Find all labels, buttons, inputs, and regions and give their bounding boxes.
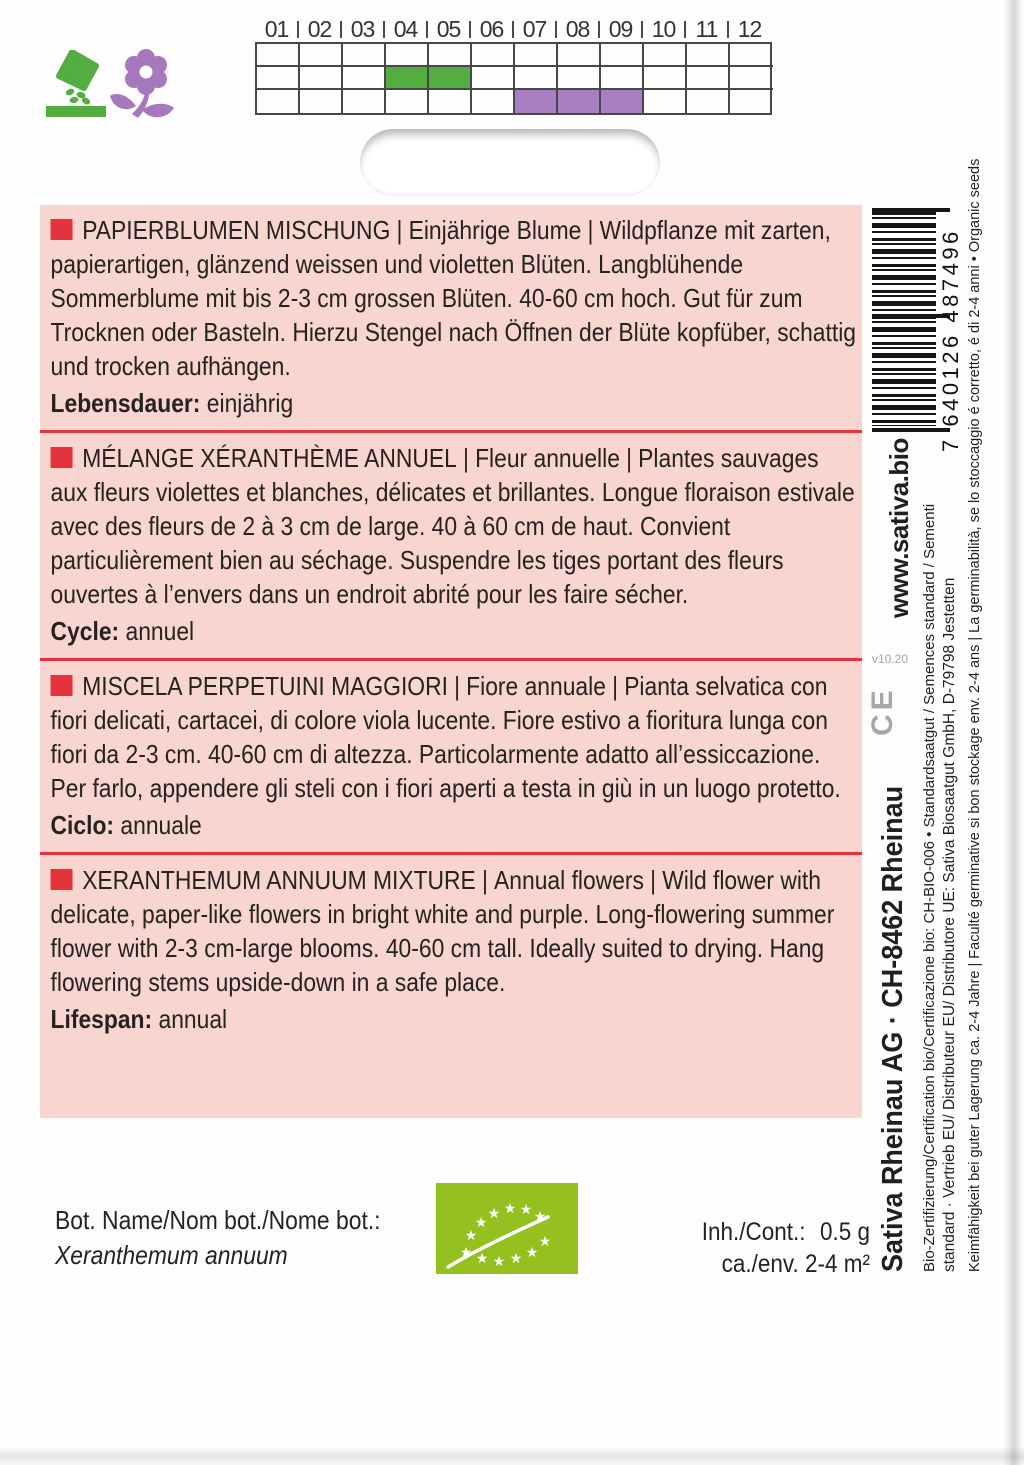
germination-note: Keimfähigkeit bei guter Lagerung ca. 2-4 Jahre | Faculté germinative si bon stockage env. 2-4 ans | La germinabilità, se lo stoccaggio é corretto, é di 2-4 anni • Organic seeds <box>967 158 983 1272</box>
calendar-cell <box>472 44 515 67</box>
svg-text:★: ★ <box>487 1206 501 1222</box>
calendar-cell <box>644 67 687 90</box>
section-text: MISCELA PERPETUINI MAGGIORI | Fiore annuale | Pianta selvatica con fiori delicati, cartacei, di colore viola lucente. Fiore estivo a fioritura lunga con fiori da 2-3 cm. 40-60 cm di altezza. Particolarmente adatto all’essiccazione. Per farlo, appendere gli steli con i fiori aperti a testa in giù in un luogo protetto. <box>50 671 841 803</box>
section-title: PAPIERBLUMEN MISCHUNG <box>82 215 391 245</box>
company-address: Sativa Rheinau AG · CH-8462 Rheinau <box>877 785 909 1272</box>
calendar-cell <box>730 90 773 113</box>
eu-organic-logo <box>436 1183 578 1279</box>
website-link: www.sativa.bio <box>884 438 914 618</box>
section-category: Einjährige Blume <box>408 215 582 245</box>
month-label: 06 <box>470 16 513 42</box>
botanical-name-label: Bot. Name/Nom bot./Nome bot.: <box>55 1205 381 1235</box>
calendar-cell <box>644 44 687 67</box>
packet-bottom-edge <box>0 1446 1024 1465</box>
content-label: Inh./Cont.: <box>701 1218 806 1246</box>
svg-text:★: ★ <box>459 1245 473 1261</box>
section-text: PAPIERBLUMEN MISCHUNG | Einjährige Blume | Wildpflanze mit zarten, papierartigen, glänzend weissen und violetten Blüten. Langblühende Sommerblume mit bis 2-3 cm grossen Blüten. 40-60 cm hoch. Gut für zum Trocknen oder Basteln. Hierzu Stengel nach Öffnen der Blüte kopfüber, schattig und trocken aufhängen. <box>50 215 857 381</box>
calendar-cell <box>558 44 601 67</box>
section-title: XERANTHEMUM ANNUUM MIXTURE <box>82 865 476 895</box>
section-category: Fiore annuale <box>466 671 606 701</box>
lifespan-value: annuel <box>125 616 195 646</box>
ean-number: 7 640126 487496 <box>938 228 963 452</box>
svg-text:★: ★ <box>519 1202 533 1218</box>
lifespan-value: einjährig <box>206 388 294 418</box>
sowing-icon <box>44 50 110 120</box>
ce-mark-icon: CE <box>866 686 899 736</box>
month-label: 03 <box>341 16 384 42</box>
calendar-cell <box>730 67 773 90</box>
svg-text:★: ★ <box>538 1234 552 1250</box>
flowering-period-cell <box>558 90 601 113</box>
svg-text:★: ★ <box>474 1215 488 1231</box>
version-label: v10.20 <box>872 652 909 666</box>
calendar-grid-body <box>255 42 772 115</box>
calendar-cell <box>472 67 515 90</box>
section-italian <box>40 658 862 852</box>
month-label: 07 <box>513 16 556 42</box>
svg-text:★: ★ <box>509 1251 523 1267</box>
calendar-cell <box>343 67 386 90</box>
calendar-cell <box>644 90 687 113</box>
section-text: MÉLANGE XÉRANTHÈME ANNUEL | Fleur annuelle | Plantes sauvages aux fleurs violettes et blanches, délicates et brillantes. Longue floraison estivale avec des fleurs de 2 à 3 cm de large. 40 à 60 cm de haut. Convient particulièrement bien au séchage. Suspendre les tiges portant des fleurs ouvertes à l’envers dans un endroit abrité pour les faire sécher. <box>50 443 855 609</box>
calendar-cell <box>687 90 730 113</box>
month-label: 12 <box>737 16 762 42</box>
certification-line-1: Bio-Zertifizierung/Certification bio/Certificazione bio: CH-BIO-006 • Standardsaatgut / Semences standard / Sementi <box>921 503 938 1272</box>
calendar-cell <box>515 44 558 67</box>
calendar-cell <box>687 44 730 67</box>
svg-text:★: ★ <box>475 1251 489 1267</box>
calendar-cell <box>300 67 343 90</box>
lifespan-label: Cycle: <box>50 616 120 646</box>
calendar-cell <box>601 44 644 67</box>
calendar-cell <box>386 44 429 67</box>
content-info <box>681 1216 870 1280</box>
svg-text:★: ★ <box>525 1245 539 1261</box>
lifespan-label: Lifespan: <box>50 1004 153 1034</box>
month-label: 04 <box>384 16 427 42</box>
section-category: Fleur annuelle <box>475 443 620 473</box>
packet-right-edge <box>1004 0 1024 1465</box>
lifespan-value: annuale <box>120 810 202 840</box>
description-block <box>40 205 862 1118</box>
calendar-month-row <box>255 16 772 42</box>
lifespan-line <box>51 614 857 648</box>
month-label: 08 <box>556 16 599 42</box>
section-text: XERANTHEMUM ANNUUM MIXTURE | Annual flowers | Wild flower with delicate, paper-like flowers in bright white and purple. Long-flowering summer flower with 2-3 cm-large blooms. 40-60 cm tall. Ideally suited to drying. Hang flowering stems upside-down in a safe place. <box>50 865 835 997</box>
section-title: MÉLANGE XÉRANTHÈME ANNUEL <box>82 443 457 473</box>
section-body: Wild flower with delicate, paper-like flowers in bright white and purple. Long-flowering summer flower with 2-3 cm-large blooms. 40-60 cm tall. Ideally suited to drying. Hang flowering stems upside-down in a safe place. <box>50 865 835 997</box>
flowering-period-cell <box>601 90 644 113</box>
lifespan-line <box>51 386 857 420</box>
botanical-name-block <box>55 1203 381 1273</box>
calendar-cell <box>300 90 343 113</box>
svg-text:★: ★ <box>492 1254 506 1270</box>
calendar-cell <box>257 44 300 67</box>
calendar-cell <box>300 44 343 67</box>
barcode-bars <box>872 212 936 426</box>
content-line <box>681 1216 870 1248</box>
calendar-cell <box>429 44 472 67</box>
lifespan-value: annual <box>158 1004 228 1034</box>
flowering-period-cell <box>515 90 558 113</box>
red-square-bullet <box>51 869 73 890</box>
lifespan-line <box>51 808 857 842</box>
section-body: Wildpflanze mit zarten, papierartigen, glänzend weissen und violetten Blüten. Langblühende Sommerblume mit bis 2-3 cm grossen Blüten. 40-60 cm hoch. Gut für zum Trocknen oder Basteln. Hierzu Stengel nach Öffnen der Blüte kopfüber, schattig und trocken aufhängen. <box>50 215 857 381</box>
section-body: Pianta selvatica con fiori delicati, cartacei, di colore viola lucente. Fiore estivo a fioritura lunga con fiori da 2-3 cm. 40-60 cm di altezza. Particolarmente adatto all’essiccazione. Per farlo, appendere gli steli con i fiori aperti a testa in giù in un luogo protetto. <box>50 671 841 803</box>
month-label: 02 <box>298 16 341 42</box>
month-label: 09 <box>599 16 642 42</box>
calendar-cell <box>386 90 429 113</box>
calendar-cell <box>515 67 558 90</box>
red-square-bullet <box>51 219 73 240</box>
section-title: MISCELA PERPETUINI MAGGIORI <box>82 671 448 701</box>
content-value: 0.5 g <box>819 1218 870 1246</box>
hang-hole <box>360 129 660 196</box>
section-english <box>40 852 862 1046</box>
section-body: Plantes sauvages aux fleurs violettes et blanches, délicates et brillantes. Longue floraison estivale avec des fleurs de 2 à 3 cm de large. 40 à 60 cm de haut. Convient particulièrement bien au séchage. Suspendre les tiges portant des fleurs ouvertes à l’envers dans un endroit abrité pour les faire sécher. <box>50 443 855 609</box>
sowing-calendar <box>255 16 772 115</box>
sowing-period-cell <box>386 67 429 90</box>
calendar-cell <box>601 67 644 90</box>
calendar-cell <box>472 90 515 113</box>
section-german <box>40 205 862 430</box>
calendar-cell <box>257 67 300 90</box>
month-label: 11 <box>685 16 728 42</box>
month-label: 01 <box>255 16 298 42</box>
flowering-icon <box>108 48 176 122</box>
red-square-bullet <box>51 447 73 468</box>
svg-text:★: ★ <box>464 1228 478 1244</box>
month-label: 05 <box>427 16 470 42</box>
calendar-cell <box>687 67 730 90</box>
calendar-cell <box>730 44 773 67</box>
calendar-cell <box>558 67 601 90</box>
svg-text:★: ★ <box>503 1201 517 1217</box>
lifespan-line <box>51 1002 857 1036</box>
calendar-cell <box>257 90 300 113</box>
sowing-period-cell <box>429 67 472 90</box>
lifespan-label: Lebensdauer: <box>50 388 201 418</box>
calendar-cell <box>343 90 386 113</box>
section-french <box>40 430 862 658</box>
calendar-cell <box>343 44 386 67</box>
certification-line-2: standard · Vertrieb EU/ Distributeur EU/ Distributore UE: Sativa Biosaatgut GmbH, D-79798 Jestetten <box>941 577 958 1272</box>
lifespan-label: Ciclo: <box>50 810 115 840</box>
section-category: Annual flowers <box>494 865 644 895</box>
red-square-bullet <box>51 675 73 696</box>
month-label: 10 <box>642 16 685 42</box>
svg-text:★: ★ <box>533 1209 547 1225</box>
coverage-line: ca./env. 2-4 m² <box>721 1250 870 1278</box>
calendar-cell <box>429 90 472 113</box>
botanical-name: Xeranthemum annuum <box>55 1240 288 1270</box>
